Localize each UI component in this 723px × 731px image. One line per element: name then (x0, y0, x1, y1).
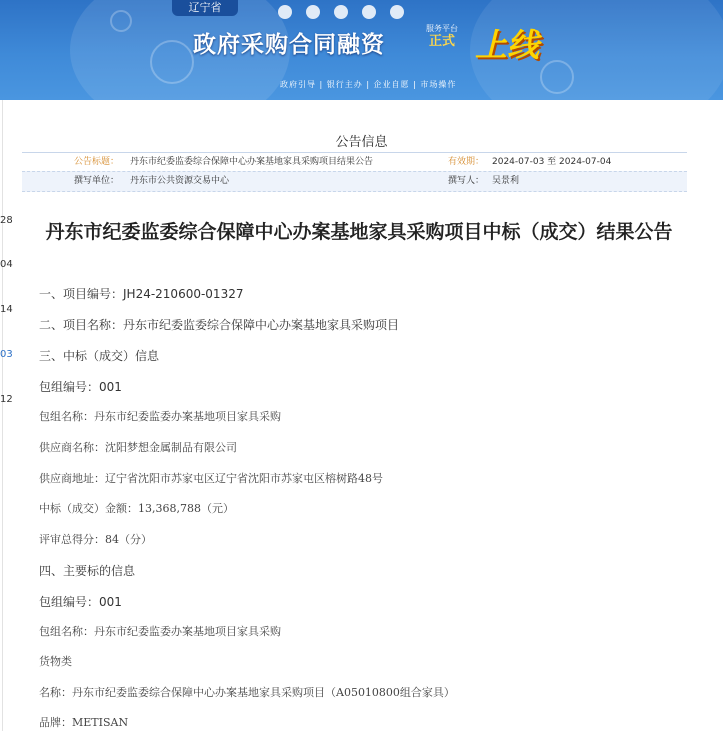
margin-number: 14 (0, 304, 13, 315)
info-heading: 公告信息 (335, 135, 388, 150)
notice-line: 包组名称：丹东市纪委监委办案基地项目家具采购 (39, 410, 281, 423)
banner-decoration (150, 40, 194, 84)
notice-line: 四、主要标的信息 (39, 564, 136, 578)
contract-icon (306, 5, 320, 19)
banner-decoration (540, 60, 574, 94)
valid-label: 有效期： (448, 157, 485, 167)
margin-number: 03 (0, 349, 13, 360)
notice-line: 名称：丹东市纪委监委综合保障中心办案基地家具采购项目（A05010800组合家具） (39, 686, 455, 699)
notice-line: 中标（成交）金额：13,368,788（元） (39, 502, 234, 515)
platform-official-label: 正式 (428, 34, 455, 49)
province-tag: 辽宁省 (172, 0, 238, 16)
title-value: 丹东市纪委监委综合保障中心办案基地家具采购项目结果公告 (130, 157, 374, 167)
notice-line: 货物类 (39, 655, 72, 668)
margin-number: 12 (0, 394, 13, 405)
notice-line: 包组名称：丹东市纪委监委办案基地项目家具采购 (39, 625, 281, 638)
chart-icon (390, 5, 404, 19)
platform-tag (412, 24, 472, 50)
notice-line: 二、项目名称：丹东市纪委监委综合保障中心办案基地家具采购项目 (39, 318, 400, 332)
notice-line: 包组编号：001 (39, 595, 122, 609)
margin-number: 04 (0, 259, 13, 270)
notice-line: 三、中标（成交）信息 (39, 349, 160, 363)
author-label: 撰写人： (448, 176, 485, 186)
platform-small-label: 服务平台 (426, 24, 458, 33)
notice-line: 包组编号：001 (39, 380, 122, 394)
bank-icon (278, 5, 292, 19)
shield-icon (362, 5, 376, 19)
author-value: 吴景利 (492, 176, 520, 186)
info-row-unit (22, 171, 687, 192)
banner-title: 政府采购合同融资 (193, 32, 385, 58)
banner-icon-row (278, 4, 488, 24)
money-icon (334, 5, 348, 19)
header-banner (0, 0, 723, 100)
title-label: 公告标题： (74, 157, 120, 167)
margin-number: 28 (0, 215, 13, 226)
unit-value: 丹东市公共资源交易中心 (130, 176, 230, 186)
notice-line: 品牌：METISAN (39, 716, 129, 729)
info-row-title (22, 152, 687, 172)
notice-line: 一、项目编号：JH24-210600-01327 (39, 287, 244, 301)
valid-value: 2024-07-03 至 2024-07-04 (492, 157, 612, 167)
notice-line: 供应商地址：辽宁省沈阳市苏家屯区辽宁省沈阳市苏家屯区榕树路48号 (39, 472, 383, 485)
notice-title: 丹东市纪委监委综合保障中心办案基地家具采购项目中标（成交）结果公告 (45, 221, 673, 243)
banner-subtitle: 政府引导 | 银行主办 | 企业自愿 | 市场操作 (280, 80, 457, 89)
notice-line: 供应商名称：沈阳梦想金属制品有限公司 (39, 441, 237, 454)
unit-label: 撰写单位： (74, 176, 120, 186)
notice-line: 评审总得分：84（分） (39, 533, 152, 546)
banner-decoration (110, 10, 132, 32)
launch-label: 上线 (475, 26, 540, 64)
